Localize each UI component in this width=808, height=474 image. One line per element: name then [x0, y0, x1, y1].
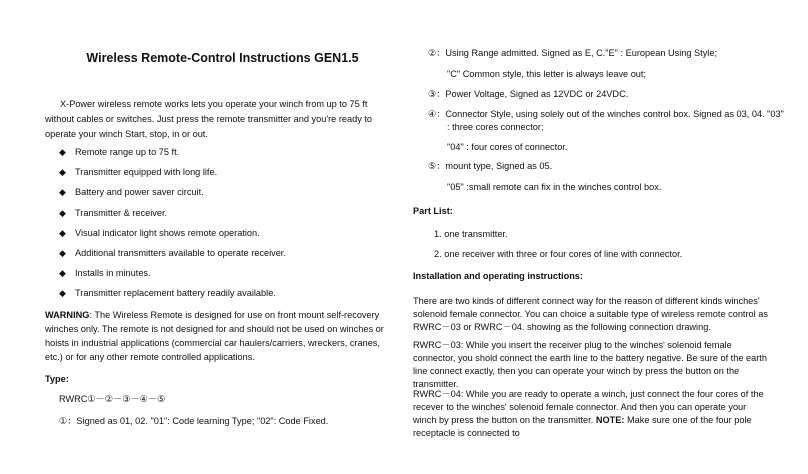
rwrc04-paragraph: RWRC－04: While you are ready to operate a winch, just connect the four cores of the recever to the winches' solenoid female connector. And then you can operate your winch by press the button on the transmitter. NOTE: Make sure one of the four pole receptacle is connected to: [413, 389, 764, 438]
type-item: "C" Common style, this letter is always leave out;: [447, 69, 647, 79]
list-item: 1. one transmitter.: [434, 229, 508, 239]
warning-paragraph: WARNING: The Wireless Remote is designed for use on front mount self-recovery winches only. The remote is not designed for and should not be used on winches or hoists in industrial applications (commercial car haulers/carriers, wreckers, cranes, etc.) or for any other remote controlled applications.: [45, 310, 384, 362]
diamond-bullet-icon: ◆: [59, 167, 66, 177]
list-item: ◆ Transmitter & receiver.: [59, 208, 168, 218]
list-item: ◆ Remote range up to 75 ft.: [59, 147, 180, 157]
document-title: Wireless Remote-Control Instructions GEN1.5: [86, 51, 359, 65]
type-item: "04" : four cores of connector.: [447, 142, 568, 152]
installation-heading: Installation and operating instructions:: [413, 271, 583, 281]
diamond-bullet-icon: ◆: [59, 208, 66, 218]
warning-label: WARNING: [45, 310, 90, 320]
type-heading: Type:: [45, 374, 69, 384]
diamond-bullet-icon: ◆: [59, 268, 66, 278]
type-code: RWRC①－②－③－④－⑤: [59, 394, 166, 404]
type-item: "05" :small remote can fix in the winches control box.: [447, 182, 662, 192]
intro-paragraph: X-Power wireless remote works lets you operate your winch from up to 75 ft without cables or switches. Just press the remote transmitter and you're ready to operate your winch Start, stop, in or out.: [45, 99, 373, 139]
rwrc03-paragraph: RWRC－03: While you insert the receiver plug to the winches' solenoid female connector, you shold connect the earth line to the battery negative. Be sure of the earth line connect exactly, then you can operate your winch by press the button on the transmitter.: [413, 340, 767, 389]
list-item: ◆ Battery and power saver circuit.: [59, 187, 204, 197]
type-item: ①：Signed as 01, 02. "01": Code learning Type; "02": Code Fixed.: [59, 416, 329, 426]
diamond-bullet-icon: ◆: [59, 228, 66, 238]
part-list-heading: Part List:: [413, 206, 453, 216]
diamond-bullet-icon: ◆: [59, 288, 66, 298]
list-item: ◆ Additional transmitters available to operate receiver.: [59, 248, 286, 258]
installation-paragraph: There are two kinds of different connect way for the reason of different kinds winches' solenoid female connector. You can choice a suitable type of wireless remote control as RWRC－03 or RWRC－04. showing as the following connection drawing.: [413, 296, 768, 332]
type-item: ④：Connector Style, using solely out of the winches control box. Signed as 03, 04. "03" : three cores connector;: [428, 109, 784, 132]
diamond-bullet-icon: ◆: [59, 248, 66, 258]
list-item: ◆ Transmitter replacement battery readily available.: [59, 288, 276, 298]
type-item: ⑤：mount type, Signed as 05.: [428, 161, 553, 171]
list-item: ◆ Installs in minutes.: [59, 268, 151, 278]
type-item: ②：Using Range admitted. Signed as E, C."E" : European Using Style;: [428, 48, 717, 58]
type-item: ③：Power Voltage, Signed as 12VDC or 24VDC.: [428, 89, 629, 99]
diamond-bullet-icon: ◆: [59, 147, 66, 157]
list-item: ◆ Visual indicator light shows remote operation.: [59, 228, 260, 238]
note-label: NOTE:: [595, 415, 625, 425]
list-item: ◆ Transmitter equipped with long life.: [59, 167, 218, 177]
list-item: 2. one receiver with three or four cores of line with connector.: [434, 249, 683, 259]
diamond-bullet-icon: ◆: [59, 187, 66, 197]
